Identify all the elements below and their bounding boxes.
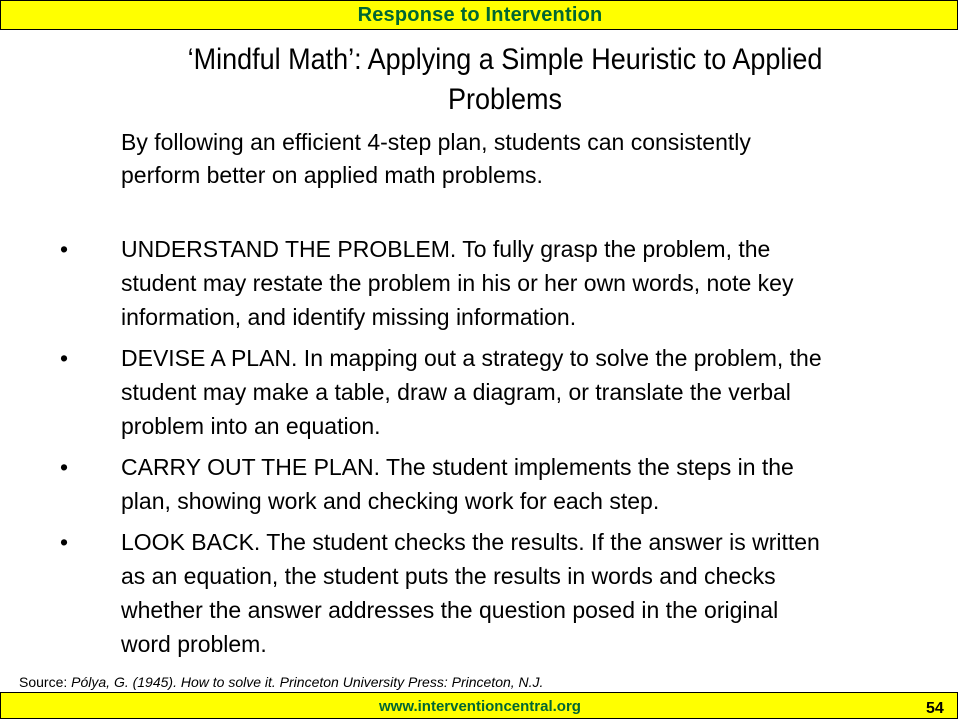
bullet-line: as an equation, the student puts the results in words and checks (121, 563, 776, 589)
header-title: Response to Intervention (357, 4, 603, 26)
bullet-icon: • (60, 529, 69, 555)
slide-title-line-1: ‘Mindful Math’: Applying a Simple Heuristic to Applied (187, 43, 823, 76)
step-look-back (0, 525, 911, 661)
intro-line-1: By following an efficient 4-step plan, students can consistently (121, 129, 751, 155)
bullet-line: information, and identify missing information. (121, 304, 577, 330)
bullet-icon: • (60, 345, 69, 371)
bullet-line: DEVISE A PLAN. In mapping out a strategy to solve the problem, the (121, 345, 822, 371)
intro-paragraph (121, 126, 921, 192)
bullet-icon: • (60, 454, 69, 480)
bullet-line: UNDERSTAND THE PROBLEM. To fully grasp the problem, the (121, 236, 771, 262)
step-understand-the-problem (0, 232, 911, 334)
source-reference: Pólya, G. (1945). How to solve it. Princeton University Press: Princeton, N.J. (71, 674, 544, 690)
bullet-line: plan, showing work and checking work for each step. (121, 488, 660, 514)
footer-url: www.interventioncentral.org (379, 698, 581, 715)
bullet-icon: • (60, 236, 69, 262)
source-citation (19, 673, 543, 691)
bullet-line: student may make a table, draw a diagram, or translate the verbal (121, 379, 791, 405)
bullet-line: student may restate the problem in his or her own words, note key (121, 270, 794, 296)
source-label: Source: (19, 674, 72, 690)
steps-list (0, 232, 960, 668)
page-number: 54 (926, 700, 944, 717)
intro-line-2: perform better on applied math problems. (121, 162, 543, 188)
slide-title (141, 40, 870, 120)
bullet-line: problem into an equation. (121, 413, 381, 439)
step-devise-a-plan (0, 341, 911, 443)
bullet-line: LOOK BACK. The student checks the results. If the answer is written (121, 529, 820, 555)
bullet-line: CARRY OUT THE PLAN. The student implements the steps in the (121, 454, 794, 480)
step-carry-out-the-plan (0, 450, 911, 518)
slide-title-line-2: Problems (447, 83, 563, 116)
bullet-line: word problem. (121, 631, 267, 657)
bullet-line: whether the answer addresses the question posed in the original (121, 597, 779, 623)
